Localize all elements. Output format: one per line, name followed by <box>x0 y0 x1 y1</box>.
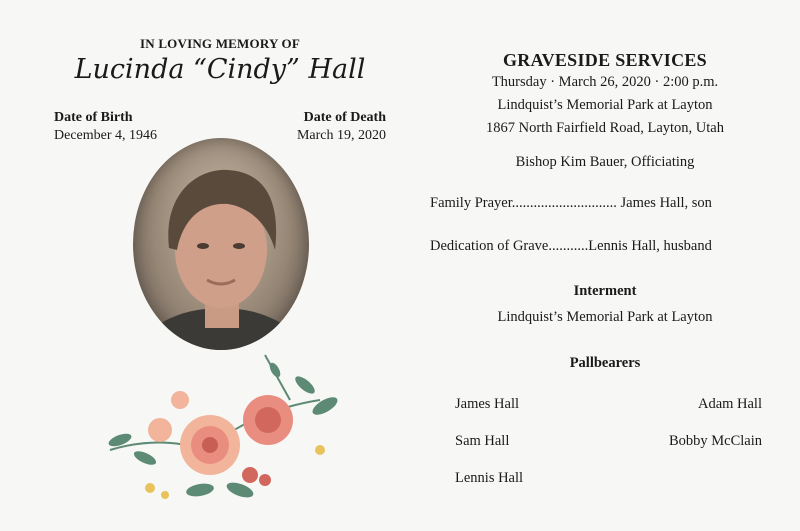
right-panel <box>430 44 780 490</box>
death-date: March 19, 2020 <box>296 128 386 143</box>
deceased-name: Lucinda “Cindy” Hall <box>74 54 366 85</box>
pallbearer-name: Sam Hall <box>455 433 510 449</box>
portrait-illustration <box>133 138 309 350</box>
floral-decoration <box>90 340 360 510</box>
services-datetime: Thursday · March 26, 2020 · 2:00 p.m. <box>491 74 719 90</box>
interment-location: Lindquist’s Memorial Park at Layton <box>497 309 713 325</box>
interment-heading: Interment <box>573 283 637 299</box>
birth-date: December 4, 1946 <box>54 128 158 143</box>
dedication-line: Dedication of Grave...........Lennis Hall, husband <box>430 238 712 254</box>
pallbearer-name: James Hall <box>455 396 520 412</box>
pallbearer-name: Bobby McClain <box>668 433 762 449</box>
officiant-line: Bishop Kim Bauer, Officiating <box>515 154 695 170</box>
family-prayer-line: Family Prayer............................. James Hall, son <box>430 195 712 211</box>
pallbearers-heading: Pallbearers <box>569 355 641 371</box>
pallbearers-list <box>430 380 780 490</box>
services-location: Lindquist’s Memorial Park at Layton <box>497 97 713 113</box>
memory-heading: IN LOVING MEMORY OF <box>140 36 300 51</box>
pallbearer-name: Adam Hall <box>697 396 762 412</box>
services-title: GRAVESIDE SERVICES <box>502 50 707 70</box>
services-address: 1867 North Fairfield Road, Layton, Utah <box>486 120 724 136</box>
pallbearer-name: Lennis Hall <box>455 470 524 486</box>
portrait-photo <box>133 138 309 350</box>
birth-label: Date of Birth <box>54 110 133 125</box>
death-label: Date of Death <box>303 110 386 125</box>
